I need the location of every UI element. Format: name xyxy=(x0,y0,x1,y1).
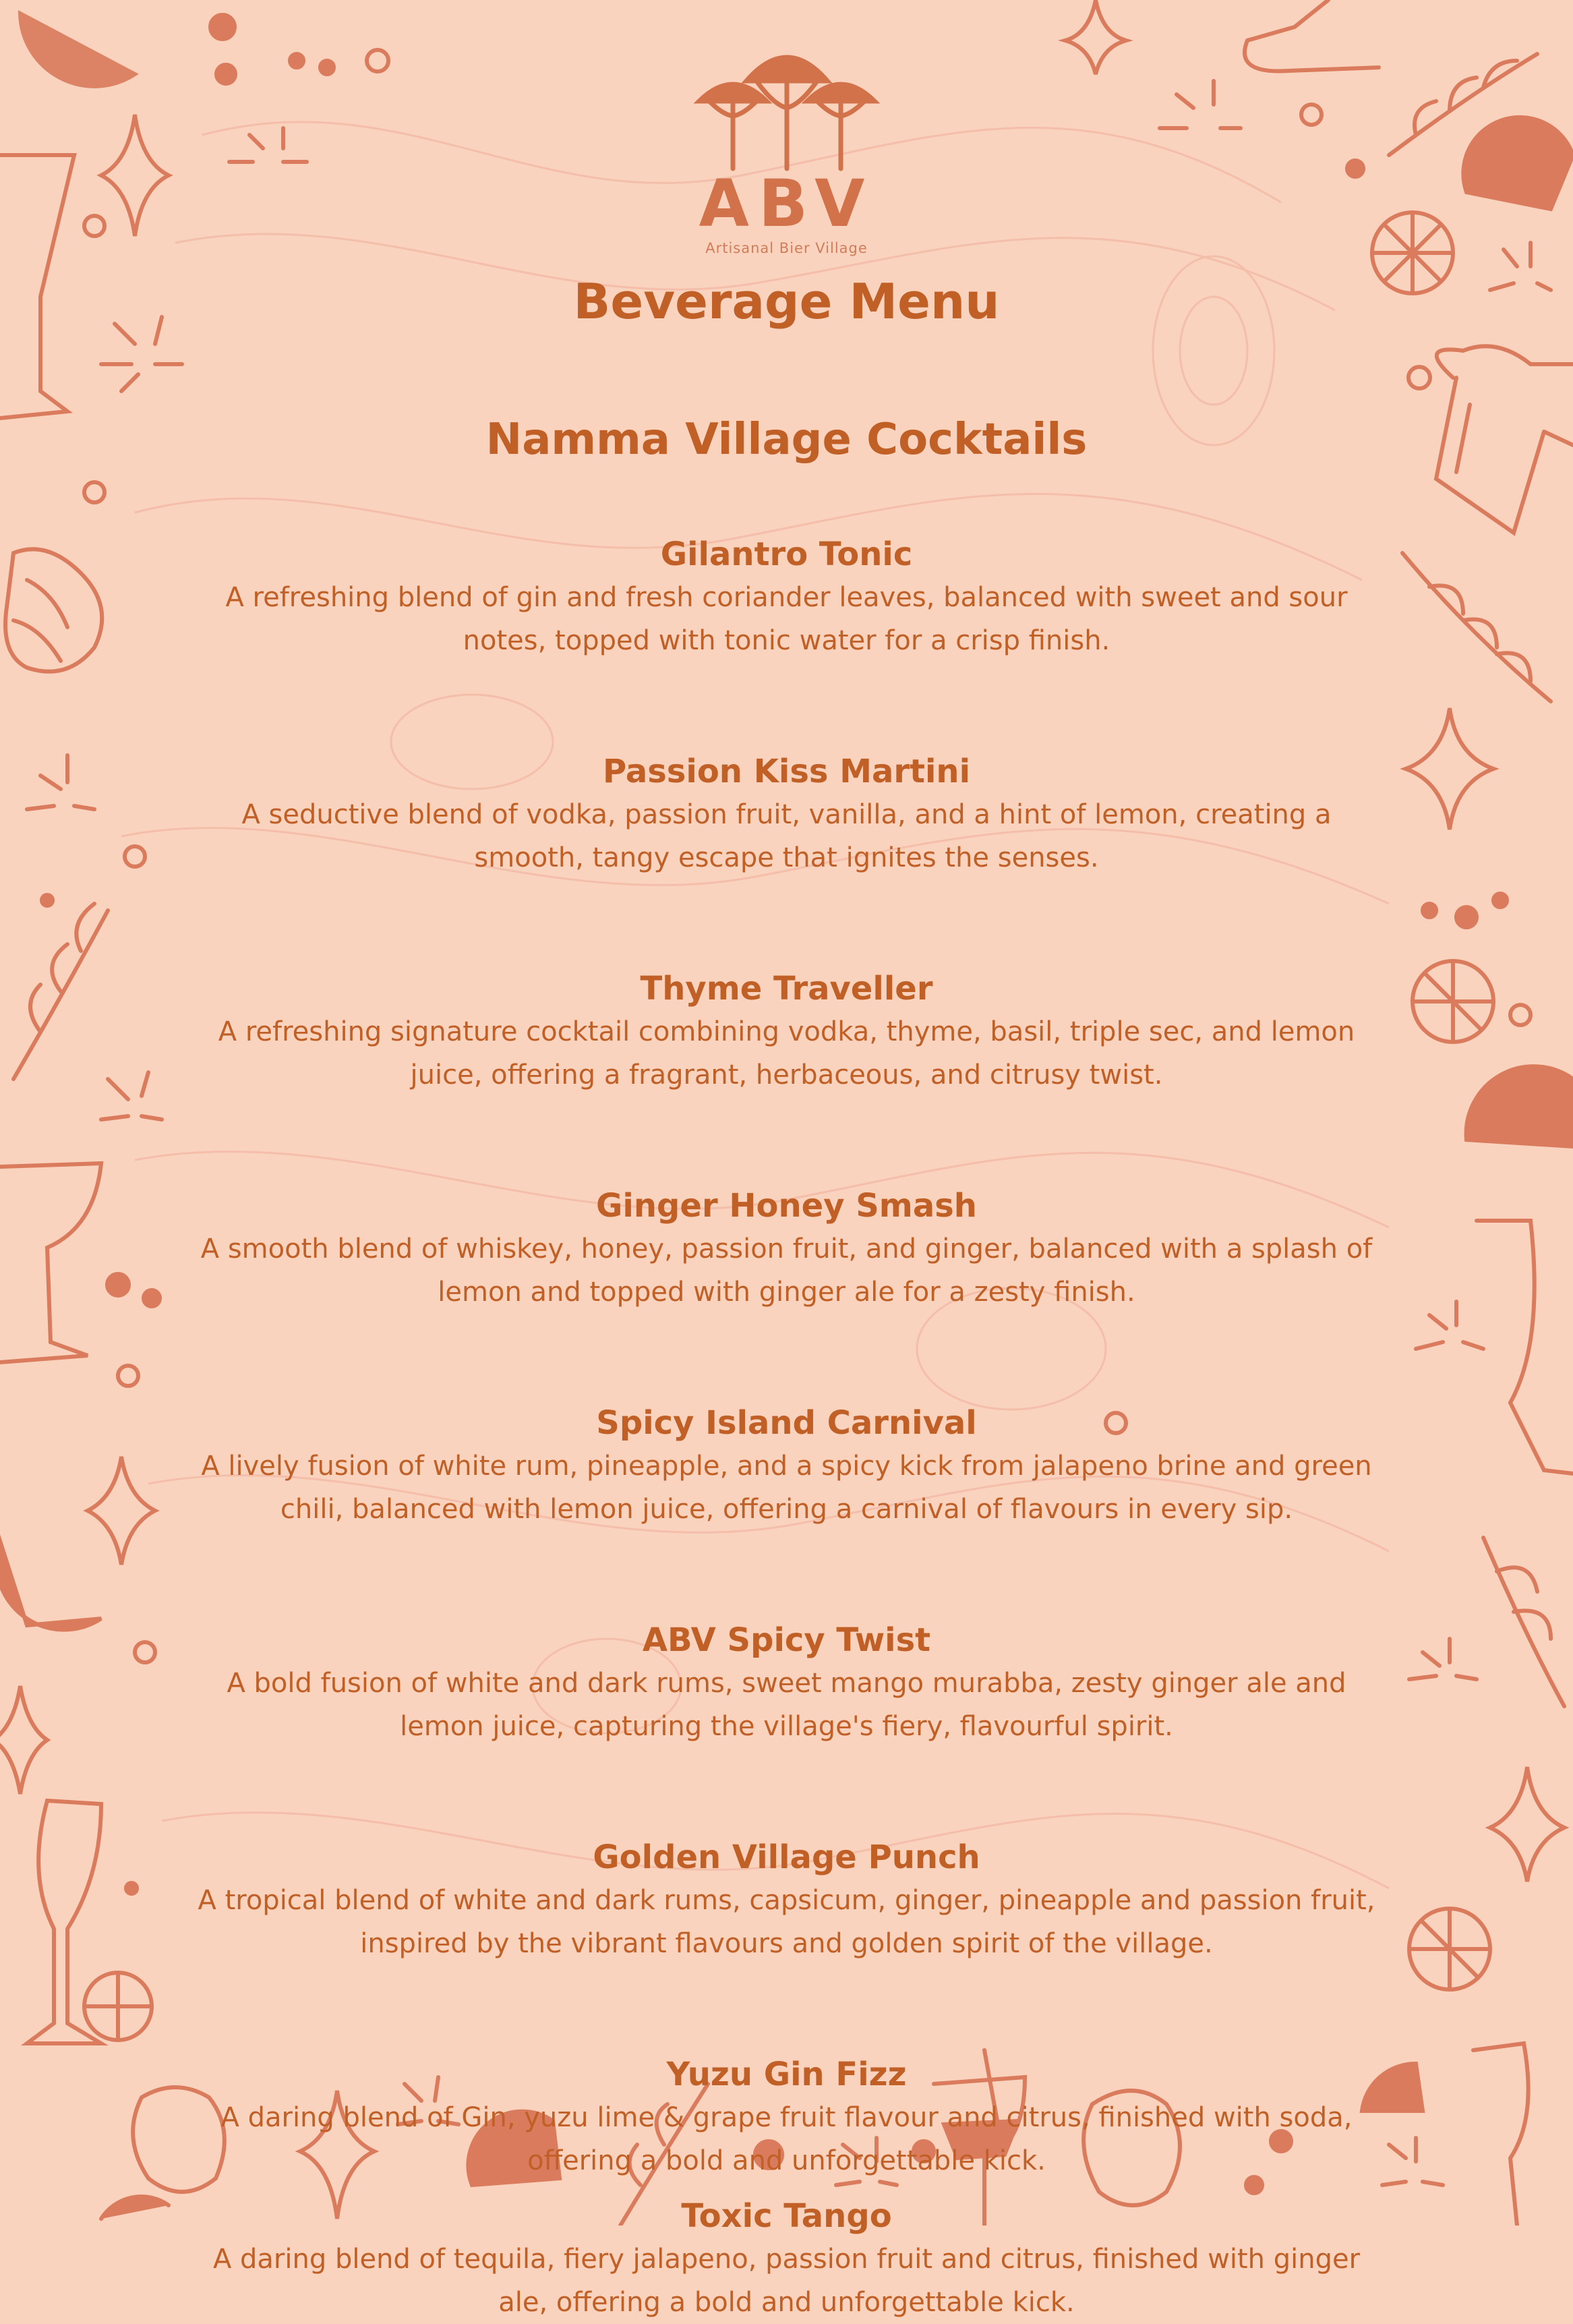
drink-item xyxy=(194,1184,1380,1314)
drink-name: Gilantro Tonic xyxy=(660,535,913,573)
drink-item xyxy=(194,967,1380,1097)
drink-description: A daring blend of Gin, yuzu lime & grape fruit flavour and citrus, finished with soda, offering a bold and unforgettable kick. xyxy=(220,2102,1353,2176)
drink-name: Spicy Island Carnival xyxy=(596,1404,977,1442)
drink-description: A refreshing blend of gin and fresh coriander leaves, balanced with sweet and sour notes, topped with tonic water for a crisp finish. xyxy=(225,582,1348,656)
drink-description: A lively fusion of white rum, pineapple, and a spicy kick from jalapeno brine and green chili, balanced with lemon juice, offering a carnival of flavours in every sip. xyxy=(201,1451,1372,1525)
drink-name: Yuzu Gin Fizz xyxy=(666,2056,907,2093)
drink-description: A seductive blend of vodka, passion fruit, vanilla, and a hint of lemon, creating a smooth, tangy escape that ignites the senses. xyxy=(241,799,1332,873)
logo-wordmark: ABV xyxy=(699,166,874,241)
drink-item xyxy=(194,1836,1380,1965)
drink-item xyxy=(194,750,1380,879)
abv-logo-palm-icon xyxy=(686,40,888,175)
logo-tagline: Artisanal Bier Village xyxy=(705,240,868,256)
drink-item xyxy=(194,2053,1380,2182)
section-title: Namma Village Cocktails xyxy=(485,415,1088,465)
drink-description: A smooth blend of whiskey, honey, passion fruit, and ginger, balanced with a splash of lemon and topped with ginger ale for a zesty finish. xyxy=(200,1233,1373,1308)
drink-item xyxy=(194,1619,1380,1748)
drink-item xyxy=(194,1401,1380,1531)
drink-name: Toxic Tango xyxy=(681,2197,892,2235)
drink-description: A refreshing signature cocktail combining vodka, thyme, basil, triple sec, and lemon juice, offering a fragrant, herbaceous, and citrusy twist. xyxy=(218,1016,1355,1091)
drink-description: A tropical blend of white and dark rums, capsicum, ginger, pineapple and passion fruit, inspired by the vibrant flavours and golden spirit of the village. xyxy=(198,1885,1375,1959)
drink-description: A bold fusion of white and dark rums, sweet mango murabba, zesty ginger ale and lemon juice, capturing the village's fiery, flavourful spirit. xyxy=(227,1668,1346,1742)
brand-logo xyxy=(0,40,1573,256)
drink-item xyxy=(194,533,1380,662)
drink-name: Ginger Honey Smash xyxy=(596,1187,977,1225)
menu-title: Beverage Menu xyxy=(573,273,1000,330)
drink-name: ABV Spicy Twist xyxy=(642,1621,931,1659)
drink-list xyxy=(0,533,1573,2324)
drink-name: Passion Kiss Martini xyxy=(602,753,971,790)
drink-name: Golden Village Punch xyxy=(593,1838,980,1876)
drink-item xyxy=(194,2195,1380,2324)
drink-name: Thyme Traveller xyxy=(640,970,933,1008)
drink-description: A daring blend of tequila, fiery jalapeno, passion fruit and citrus, finished with ginger ale, offering a bold and unforgettable kick. xyxy=(212,2244,1361,2318)
